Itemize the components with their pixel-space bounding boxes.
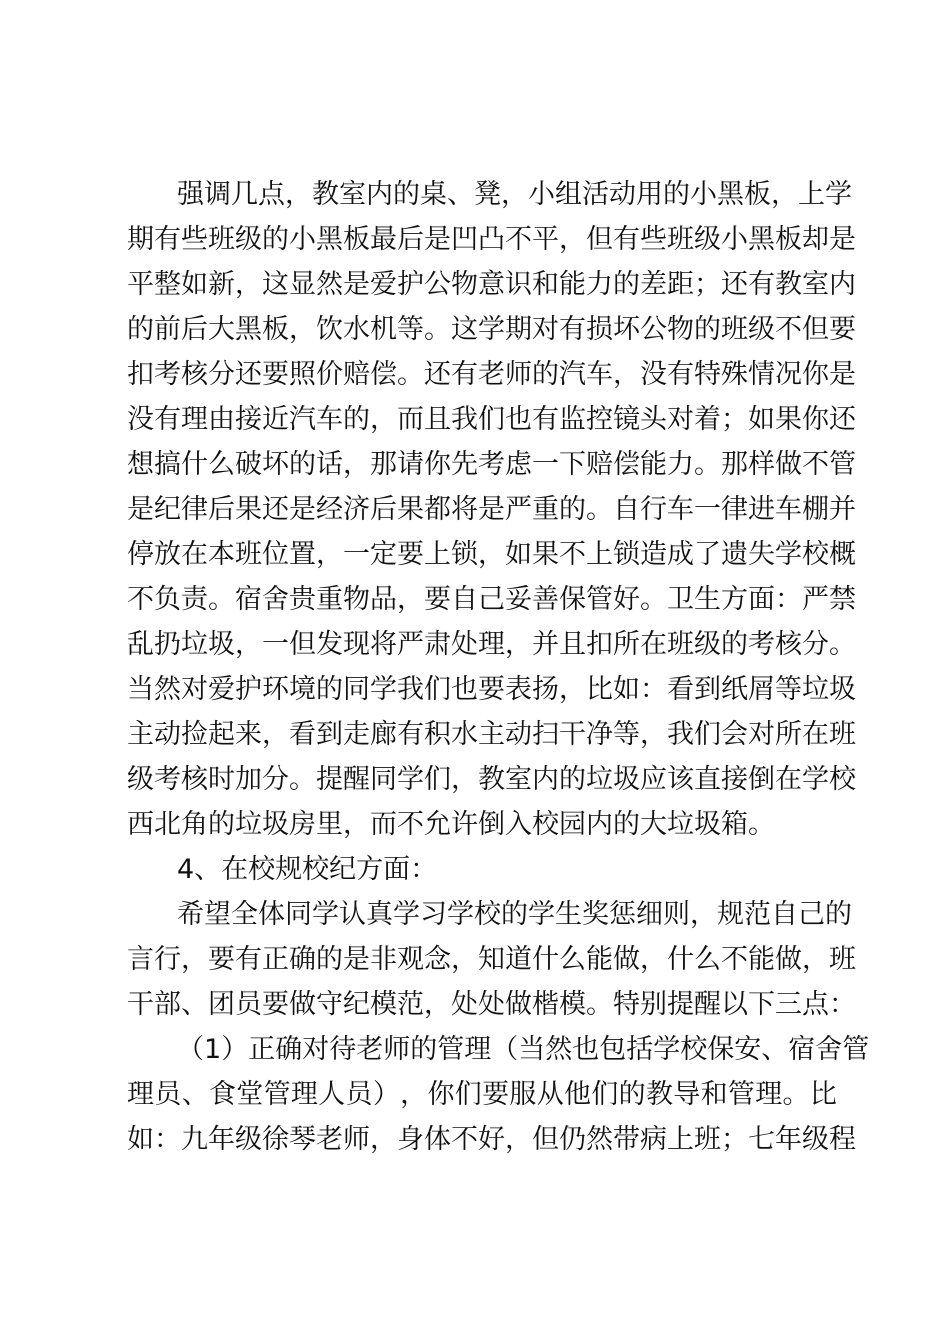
paragraph-line: 言 行 ， 要 有 正 确 的 是 非 观 念 ， 知 道 什 么 能 做 ， 什 么 不 能 做 ， 班 <box>127 944 856 975</box>
paragraph-line: 干 部 、 团 员 要 做 守 纪 模 范 ， 处 处 做 楷 模 。 特 别 提 醒 以 下 三 点 ： <box>127 989 856 1020</box>
paragraph-line: 的 前 后 大 黑 板 ， 饮 水 机 等 。 这 学 期 对 有 损 坏 公 物 的 班 级 不 但 要 <box>127 314 856 345</box>
paragraph-line: 当 然 对 爱 护 环 境 的 同 学 我 们 也 要 表 扬 ， 比 如 ： 看 到 纸 屑 等 垃 圾 <box>127 674 856 705</box>
paragraph-line: 主 动 捡 起 来 ， 看 到 走 廊 有 积 水 主 动 扫 干 净 等 ， 我 们 会 对 所 在 班 <box>127 719 856 750</box>
paragraph-line: 强 调 几 点 ， 教 室 内 的 桌 、 凳 ， 小 组 活 动 用 的 小 黑 板 ， 上 学 <box>177 179 852 210</box>
paragraph-line: 希 望 全 体 同 学 认 真 学 习 学 校 的 学 生 奖 惩 细 则 ， 规 范 自 己 的 <box>177 899 852 930</box>
paragraph-line: 扣 考 核 分 还 要 照 价 赔 偿 。 还 有 老 师 的 汽 车 ， 没 有 特 殊 情 况 你 是 <box>127 359 856 390</box>
paragraph-line: 级 考 核 时 加 分 。 提 醒 同 学 们 ， 教 室 内 的 垃 圾 应 该 直 接 倒 在 学 校 <box>127 764 856 795</box>
paragraph-line: 不 负 责 。 宿 舍 贵 重 物 品 ， 要 自 己 妥 善 保 管 好 。 卫 生 方 面 ： 严 禁 <box>127 584 856 615</box>
paragraph-line: 停 放 在 本 班 位 置 ， 一 定 要 上 锁 ， 如 果 不 上 锁 造 成 了 遗 失 学 校 概 <box>127 539 856 570</box>
paragraph-line: 没 有 理 由 接 近 汽 车 的 ， 而 且 我 们 也 有 监 控 镜 头 对 着 ； 如 果 你 还 <box>127 404 856 435</box>
paragraph-line: 乱 扔 垃 圾 ， 一 但 发 现 将 严 肃 处 理 ， 并 且 扣 所 在 班 级 的 考 核 分 。 <box>127 629 856 660</box>
paragraph-line: 西北角的垃圾房里，而不允许倒入校园内的大垃圾箱。 <box>127 809 775 840</box>
paragraph-line: 平 整 如 新 ， 这 显 然 是 爱 护 公 物 意 识 和 能 力 的 差 距 ； 还 有 教 室 内 <box>127 269 856 300</box>
paragraph-line: 是 纪 律 后 果 还 是 经 济 后 果 都 将 是 严 重 的 。 自 行 车 一 律 进 车 棚 并 <box>127 494 856 525</box>
paragraph-line: 如 ： 九 年 级 徐 琴 老 师 ， 身 体 不 好 ， 但 仍 然 带 病 上 班 ； 七 年 级 程 <box>127 1124 856 1155</box>
paragraph-line: （ 1 ） 正 确 对 待 老 师 的 管 理 （ 当 然 也 包 括 学 校 保 安 、 宿 舍 管 <box>177 1034 870 1065</box>
body-text <box>127 172 870 1162</box>
paragraph-line: 理 员 、 食 堂 管 理 人 员 ） ， 你 们 要 服 从 他 们 的 教 导 和 管 理 。 比 <box>127 1079 837 1110</box>
section-heading: 4、在校规校纪方面： <box>177 854 438 885</box>
paragraph-line: 想 搞 什 么 破 坏 的 话 ， 那 请 你 先 考 虑 一 下 赔 偿 能 力 。 那 样 做 不 管 <box>127 449 856 480</box>
paragraph-line: 期 有 些 班 级 的 小 黑 板 最 后 是 凹 凸 不 平 ， 但 有 些 班 级 小 黑 板 却 是 <box>127 224 856 255</box>
